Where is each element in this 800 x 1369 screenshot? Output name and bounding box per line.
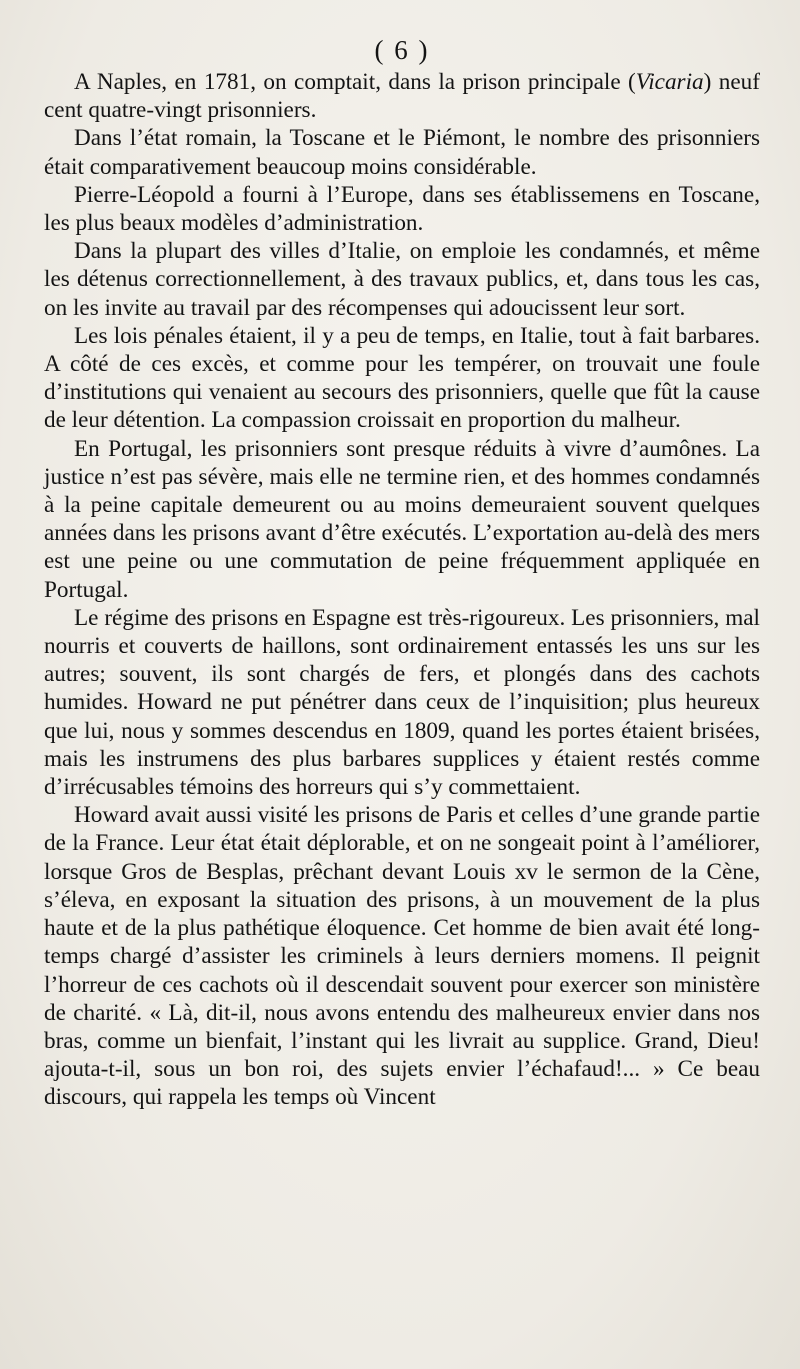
paragraph-villes-italie: Dans la plupart des villes d’Italie, on emploie les condamnés, et même les détenus correctionnellement, à des travaux publics, et, dans tous les cas, on les invite au travail par des récompenses qui adoucissent leur sort. (44, 238, 760, 321)
paragraph-portugal: En Portugal, les prisonniers sont presque réduits à vivre d’aumônes. La justice n’est pas sévère, mais elle ne termine rien, et des hommes condamnés à la peine capitale demeurent ou au moins demeuraient souvent quelques années dans les prisons avant d’être exécutés. L’exportation au-delà des mers est une peine ou une commutation de peine fréquemment appliquée en Portugal. (44, 435, 760, 603)
paragraph-espagne: Le régime des prisons en Espagne est très-rigoureux. Les prisonniers, mal nourris et couverts de haillons, sont ordinairement entassés les uns sur les autres; souvent, ils sont chargés de fers, et plongés dans des cachots humides. Howard ne put pénétrer dans ceux de l’inquisition; plus heureux que lui, nous y sommes descendus en 1809, quand les portes étaient brisées, mais les instrumens des plus barbares supplices y étaient restés comme d’irrécusables témoins des horreurs qui s’y commettaient. (44, 604, 760, 801)
vicaria-italic: Vicaria (635, 69, 704, 95)
paragraph-howard-france: Howard avait aussi visité les prisons de Paris et celles d’une grande partie de la France. Leur état était déplorable, et on ne songeait point à l’améliorer, lorsque Gros de Besplas, prêchant devant Louis xv le sermon de la Cène, s’éleva, en exposant la situation des prisons, à un mouvement de la plus haute et de la plus pathétique éloquence. Cet homme de bien avait été long-temps chargé d’assister les criminels à leurs derniers momens. Il peignit l’horreur de ces cachots où il descendait souvent pour exercer son ministère de charité. « Là, dit-il, nous avons entendu des malheureux envier dans nos bras, comme un bienfait, l’instant qui les livrait au supplice. Grand, Dieu! ajouta-t-il, sous un bon roi, des sujets envier l’échafaud!... » Ce beau discours, qui rappela les temps où Vincent (44, 802, 760, 1111)
paragraph-pierre-leopold: Pierre-Léopold a fourni à l’Europe, dans ses établissemens en Toscane, les plus beaux modèles d’administration. (44, 181, 760, 237)
paragraph-etat-romain: Dans l’état romain, la Toscane et le Piémont, le nombre des prisonniers était comparativement beaucoup moins considérable. (44, 125, 760, 180)
page-number: ( 6 ) (374, 35, 430, 65)
paragraph-lois-penales: Les lois pénales étaient, il y a peu de temps, en Italie, tout à fait barbares. A côté de ces excès, et comme pour les tempérer, on trouvait une foule d’institutions qui venaient au secours des prisonniers, quelle que fût la cause de leur détention. La compassion croissait en proportion du malheur. (44, 322, 760, 434)
paragraph-naples (44, 68, 760, 124)
paragraph-naples-before: A Naples, en 1781, on comptait, dans la prison principale ( (74, 69, 636, 95)
page-body (44, 68, 760, 1112)
paragraph-naples-after: ) neuf cent quatre-vingt prisonniers. (44, 69, 760, 124)
